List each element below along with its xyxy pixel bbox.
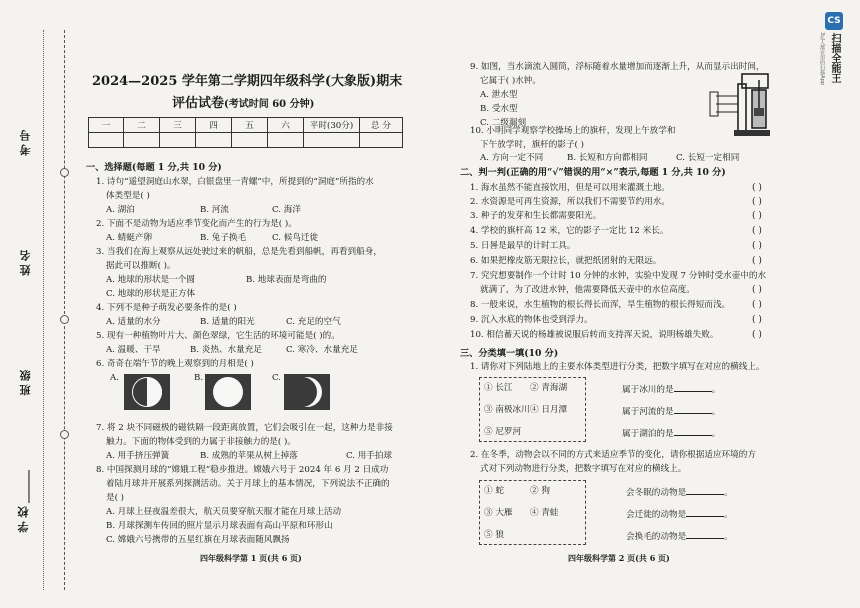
period: 。 xyxy=(724,532,733,542)
q9-option-a: A. 泄水型 xyxy=(480,90,518,100)
judge-answer-paren-6[interactable]: ( ) xyxy=(752,256,762,266)
score-cell[interactable] xyxy=(232,133,268,148)
animal-1: ① 蛇 xyxy=(484,486,504,496)
water-body-2: ② 青海湖 xyxy=(530,383,568,393)
q10-option-c: C. 长短一定相同 xyxy=(676,153,740,163)
q1-option-c: C. 海洋 xyxy=(272,205,301,215)
q5-option-b: B. 炎热、水量充足 xyxy=(190,345,262,355)
q3-option-b: B. 地球表面是弯曲的 xyxy=(246,275,327,285)
period: 。 xyxy=(724,488,733,498)
score-cell[interactable] xyxy=(268,133,304,148)
water-clock-diagram xyxy=(708,70,778,138)
q5-option-c: C. 寒冷、水量充足 xyxy=(286,345,358,355)
score-header: 三 xyxy=(160,118,196,133)
answer-blank[interactable] xyxy=(686,486,724,495)
answer-blank[interactable] xyxy=(686,530,724,539)
q3-line1: 3. 当我们在海上观察从远处驶过来的帆船，总是先看到船帆，再看到船身， xyxy=(96,247,382,257)
class-label: 班 级 xyxy=(19,370,32,396)
q9-option-b: B. 受水型 xyxy=(480,104,518,114)
scanner-badge: CS xyxy=(825,12,843,30)
q8-line2: 着陆月球并开展系列探测活动。关于月球上的基本情况，下列说法不正确的 xyxy=(106,479,390,489)
q2-option-b: B. 兔子换毛 xyxy=(200,233,247,243)
moon-phase-b-image[interactable] xyxy=(205,374,251,410)
category-hibernate xyxy=(626,486,733,499)
q6-label-c: C. xyxy=(272,373,282,383)
category-molt-label: 会换毛的动物是 xyxy=(626,532,687,542)
category-river xyxy=(622,405,720,418)
q9-line2: 它属于( )水钟。 xyxy=(480,76,541,86)
q8-line3: 是( ) xyxy=(106,493,125,503)
scanner-watermark xyxy=(819,12,848,132)
judge-answer-paren-3[interactable]: ( ) xyxy=(752,211,762,221)
classify-q2-line2: 式对下列动物进行分类，把数字填写在对应的横线上。 xyxy=(480,464,687,474)
school-label: 学 校 ______ xyxy=(17,470,30,533)
water-body-1: ① 长江 xyxy=(484,383,513,393)
q5-line1: 5. 现有一种植物叶片大、颜色翠绿，它生活的环境可能是( )的。 xyxy=(96,331,340,341)
judge-answer-paren-2[interactable]: ( ) xyxy=(752,197,762,207)
q10-line1: 10. 小明同学观察学校操场上的旗杆，发现上午放学和 xyxy=(470,126,676,136)
section2-heading: 二、判一判(正确的用“√”错误的用“×”表示,每题 1 分,共 10 分) xyxy=(460,167,726,178)
score-header: 平时(30分) xyxy=(304,118,360,133)
q7-line1: 7. 将 2 块不同磁极的磁铁隔一段距离放置，它们会吸引在一起，这种力是非接 xyxy=(96,423,393,433)
answer-blank[interactable] xyxy=(674,427,712,436)
exam-title-line2 xyxy=(172,92,314,111)
q9-line1: 9. 如图，当水滴流入圆筒，浮标随着水量增加而逐渐上升，从而显示出时间， xyxy=(470,62,765,72)
score-cell[interactable] xyxy=(196,133,232,148)
moon-phase-a-image[interactable] xyxy=(124,374,170,410)
section3-heading: 三、分类填一填(10 分) xyxy=(460,348,559,359)
score-cell[interactable] xyxy=(124,133,160,148)
category-migrate xyxy=(626,508,733,521)
footer-page2: 四年级科学第 2 页(共 6 页) xyxy=(568,553,670,563)
section1-heading: 一、选择题(每题 1 分,共 10 分) xyxy=(86,162,222,173)
period: 。 xyxy=(724,510,733,520)
exam-title-line1: 2024—2025 学年第二学期四年级科学(大象版)期末 xyxy=(92,74,403,89)
judge-item-1: 1. 海水虽然不能直接饮用，但是可以用来灌溉土地。 xyxy=(470,183,670,193)
judge-answer-paren-1[interactable]: ( ) xyxy=(752,183,762,193)
score-table xyxy=(88,117,403,148)
animal-5: ⑤ 狼 xyxy=(484,530,504,540)
score-header-row xyxy=(89,118,403,133)
answer-blank[interactable] xyxy=(674,405,712,414)
q1-option-b: B. 河流 xyxy=(200,205,229,215)
judge-item-7-line2: 就满了，为了改进水钟，他需要降低天壶中的水位高度。 xyxy=(480,285,695,295)
q8-option-b: B. 月球探测车传回的照片显示月球表面有高山平原和环形山 xyxy=(106,521,333,531)
judge-item-6: 6. 如果把橡皮筋无限拉长，就把纸团射的无限远。 xyxy=(470,256,662,266)
q5-option-a: A. 温暖、干旱 xyxy=(106,345,161,355)
category-lake xyxy=(622,427,720,440)
number-label: 考 号 xyxy=(19,130,32,156)
category-glacier xyxy=(622,383,720,396)
q1-line1: 1. 诗句“遥望洞庭山水翠，白银盘里一青螺”中，所提到的“洞庭”所指的水 xyxy=(96,177,374,187)
q9-option-c: C. 二级漏刻 xyxy=(480,118,527,128)
score-header: 四 xyxy=(196,118,232,133)
q6-line1: 6. 奇奇在端午节的晚上观察到的月相是( ) xyxy=(96,359,254,369)
q1-line2: 体类型是( ) xyxy=(106,191,150,201)
judge-answer-paren-10[interactable]: ( ) xyxy=(752,330,762,340)
q1-option-a: A. 湖泊 xyxy=(106,205,135,215)
footer-page1: 四年级科学第 1 页(共 6 页) xyxy=(200,553,302,563)
q2-line1: 2. 下面不是动物为适应季节变化而产生的行为是( )。 xyxy=(96,219,297,229)
scanner-tagline: 3亿人都在用的扫描App xyxy=(819,32,825,85)
score-cell[interactable] xyxy=(89,133,124,148)
answer-blank[interactable] xyxy=(686,508,724,517)
judge-item-2: 2. 水资源是可再生资源，所以我们不需要节约用水。 xyxy=(470,197,670,207)
category-lake-label: 属于湖泊的是 xyxy=(622,429,674,439)
q7-option-b: B. 成熟的苹果从树上掉落 xyxy=(200,451,298,461)
animal-4: ④ 青蛙 xyxy=(530,508,559,518)
q8-option-a: A. 月球上昼夜温差很大，航天员要穿航天服才能在月球上活动 xyxy=(106,507,342,517)
judge-answer-paren-9[interactable]: ( ) xyxy=(752,315,762,325)
q4-option-c: C. 充足的空气 xyxy=(286,317,341,327)
water-body-5: ⑤ 尼罗河 xyxy=(484,427,522,437)
judge-item-10: 10. 相信蓄天说的杨雄被说服后转而支持浑天说，说明杨雄失败。 xyxy=(470,330,719,340)
q8-option-c: C. 嫦娥六号携带的五星红旗在月球表面随风飘扬 xyxy=(106,535,290,545)
score-cell[interactable] xyxy=(160,133,196,148)
q3-line2: 据此可以推断( )。 xyxy=(106,261,176,271)
judge-answer-paren-4[interactable]: ( ) xyxy=(752,226,762,236)
binding-dotted-line xyxy=(43,30,44,590)
judge-item-3: 3. 种子的发芽和生长都需要阳光。 xyxy=(470,211,602,221)
score-header: 六 xyxy=(268,118,304,133)
period: 。 xyxy=(711,407,721,417)
exam-time-note: (考试时间 60 分钟) xyxy=(224,99,315,110)
water-body-4: ④ 日月潭 xyxy=(530,405,568,415)
category-river-label: 属于河流的是 xyxy=(622,407,674,417)
judge-item-4: 4. 学校的旗杆高 12 米，它的影子一定比 12 米长。 xyxy=(470,226,669,236)
judge-item-8: 8. 一般来说，水生植物的根长得长而浑，旱生植物的根长得短而浅。 xyxy=(470,300,731,310)
animal-3: ③ 大雁 xyxy=(484,508,513,518)
period: 。 xyxy=(711,429,721,439)
scanner-brand: 扫描全能王 xyxy=(829,33,840,83)
q3-option-c: C. 地球的形状是正方体 xyxy=(106,289,196,299)
category-molt xyxy=(626,530,733,543)
answer-blank[interactable] xyxy=(674,383,712,392)
q10-line2: 下午放学时，旗杆的影子( ) xyxy=(480,140,584,150)
category-migrate-label: 会迁徙的动物是 xyxy=(626,510,687,520)
q7-option-c: C. 用手拍球 xyxy=(346,451,393,461)
judge-item-5: 5. 日晷是最早的计时工具。 xyxy=(470,241,576,251)
binding-dashed-line xyxy=(64,30,65,590)
q6-label-a: A. xyxy=(110,373,119,383)
classify-q1: 1. 请你对下列陆地上的主要水体类型进行分类，把数字填写在对应的横线上。 xyxy=(470,362,765,372)
judge-item-9: 9. 沉入水底的物体也受到浮力。 xyxy=(470,315,593,325)
q2-option-a: A. 蜻蜓产卵 xyxy=(106,233,153,243)
q10-option-b: B. 长短和方向都相同 xyxy=(567,153,648,163)
score-header: 一 xyxy=(89,118,124,133)
binding-margin xyxy=(0,0,80,608)
category-glacier-label: 属于冰川的是 xyxy=(622,385,674,395)
score-header: 二 xyxy=(124,118,160,133)
q10-option-a: A. 方向一定不同 xyxy=(480,153,544,163)
period: 。 xyxy=(711,385,721,395)
q4-line1: 4. 下列不是种子萌发必要条件的是( ) xyxy=(96,303,237,313)
score-cell[interactable] xyxy=(360,133,403,148)
animal-2: ② 狗 xyxy=(530,486,550,496)
exam-title-main: 评估试卷 xyxy=(172,96,225,111)
name-label: 姓 名 xyxy=(19,250,32,276)
score-cell[interactable] xyxy=(304,133,360,148)
judge-answer-paren-7[interactable]: ( ) xyxy=(752,285,762,295)
water-body-3: ③ 南极冰川 xyxy=(484,405,530,415)
judge-item-7: 7. 究究想要制作一个计时 10 分钟的水钟，实验中发现 7 分钟时受水壶中的水 xyxy=(470,271,767,281)
q3-option-a: A. 地球的形状是一个圆 xyxy=(106,275,196,285)
category-hibernate-label: 会冬眠的动物是 xyxy=(626,488,687,498)
q7-line2: 触力。下面的物体受到的力属于非接触力的是( )。 xyxy=(106,437,296,447)
binding-circle-3 xyxy=(60,430,69,439)
binding-circle-2 xyxy=(60,315,69,324)
q2-option-c: C. 候鸟迁徙 xyxy=(272,233,319,243)
q4-option-a: A. 适量的水分 xyxy=(106,317,161,327)
q6-label-b: B. xyxy=(194,373,204,383)
binding-circle-1 xyxy=(60,168,69,177)
q4-option-b: B. 适量的阳光 xyxy=(200,317,255,327)
score-value-row xyxy=(89,133,403,148)
q8-line1: 8. 中国探测月球的“嫦娥工程”稳步推进。嫦娥六号于 2024 年 6 月 2 日成功 xyxy=(96,465,389,475)
judge-answer-paren-8[interactable]: ( ) xyxy=(752,300,762,310)
moon-phase-c-image[interactable] xyxy=(284,374,330,410)
classify-q2-line1: 2. 在冬季，动物会以不同的方式来适应季节的变化，请你根据适应环境的方 xyxy=(470,450,756,460)
judge-answer-paren-5[interactable]: ( ) xyxy=(752,241,762,251)
score-header: 五 xyxy=(232,118,268,133)
q7-option-a: A. 用手挤压弹簧 xyxy=(106,451,170,461)
score-header: 总 分 xyxy=(360,118,403,133)
